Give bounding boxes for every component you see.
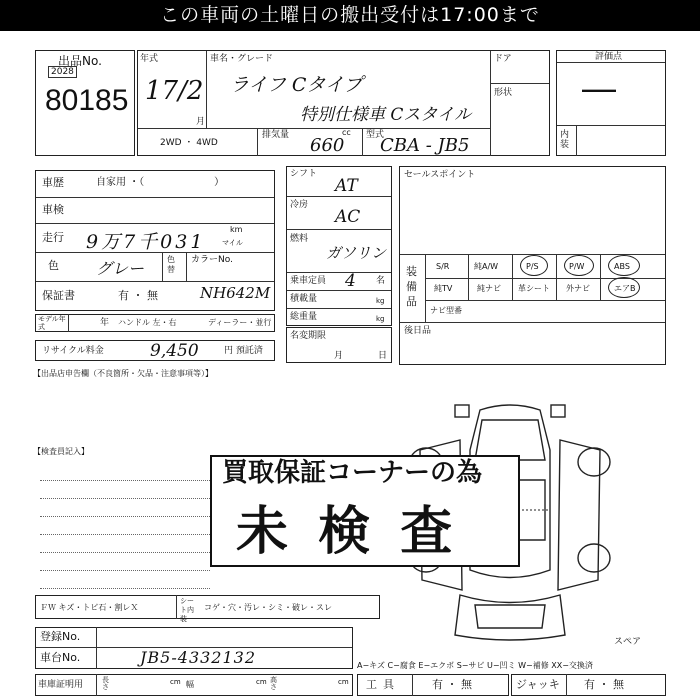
score-label: 評価点 <box>595 52 623 62</box>
capacity-label: 乗車定員 <box>290 276 327 286</box>
gross-weight-label: 総重量 <box>290 312 318 322</box>
equip-leather: 革シート <box>518 284 550 293</box>
mileage-unit-mile: マイル <box>222 239 243 247</box>
warranty-label: 保証書 <box>42 289 75 302</box>
gross-weight-unit: kg <box>376 315 385 323</box>
sales-point-label: セールスポイント <box>404 170 476 180</box>
equip-abs: ABS <box>614 262 630 271</box>
dealer-label: ディーラー・並行 <box>208 318 272 327</box>
fw-legend: ＦＷ キズ・トビ石・割レＸ <box>40 603 139 612</box>
model-label: 型式 <box>366 130 385 140</box>
color-label: 色 <box>48 259 59 272</box>
equip-navi: 純ナビ <box>477 284 501 293</box>
damage-legend: A−キズ C−腐食 E−エクボ S−サビ U−凹ミ W−補修 XX−交換済 <box>357 661 593 670</box>
shift-label: シフト <box>290 169 318 179</box>
equip-ext-navi: 外ナビ <box>566 284 590 293</box>
stamp-line2: 未 検 査 <box>236 502 459 562</box>
registration-label: 登録No. <box>40 630 81 643</box>
jack-label: ジャッキ <box>516 678 560 691</box>
cert-label: 車庫証明用 <box>38 680 84 690</box>
aircon-label: 冷房 <box>290 200 309 210</box>
cert-height: 高さ <box>270 676 277 691</box>
stamp-line1: 買取保証コーナーの為 <box>222 458 483 488</box>
lot-number: 80185 <box>45 84 129 117</box>
cert-length-cm: cm <box>170 678 181 686</box>
recycle-label: リサイクル料金 <box>42 346 104 356</box>
shift-value: AT <box>335 176 358 196</box>
displacement-unit: cc <box>342 128 351 137</box>
year-label: 年式 <box>140 54 159 64</box>
recycle-unit: 円 預託済 <box>224 346 263 356</box>
cert-length: 長さ <box>102 676 109 691</box>
equipment-label: 装備品 <box>406 265 417 308</box>
history-label: 車歴 <box>42 176 64 189</box>
equip-pw: P/W <box>569 262 585 271</box>
handle-label: ハンドル 左・右 <box>118 318 177 327</box>
equip-sr: S/R <box>436 262 450 271</box>
color-code-label: カラーNo. <box>191 255 233 265</box>
color-code-value: NH642M <box>200 284 271 302</box>
car-name: ライフ Cタイプ <box>230 74 363 96</box>
displacement-label: 排気量 <box>262 130 290 140</box>
interior-label: 内装 <box>560 130 570 150</box>
mileage-unit-km: km <box>230 225 243 234</box>
chassis-value: JB5-4332132 <box>140 648 257 667</box>
color-change-label: 色替 <box>167 255 175 274</box>
model-year-label: モデル年式 <box>38 315 66 331</box>
cert-height-cm: cm <box>338 678 349 686</box>
car-grade: 特別仕様車 Cスタイル <box>300 105 472 125</box>
name-change-day: 日 <box>378 351 388 361</box>
seat-label: シート内装 <box>180 597 194 623</box>
equip-ps: P/S <box>526 262 539 271</box>
chassis-label: 車台No. <box>40 651 81 664</box>
year-month-unit: 月 <box>196 117 206 127</box>
lot-sub: 2028 <box>48 66 77 78</box>
cert-width: 幅 <box>186 680 194 689</box>
door-label: ドア <box>494 54 512 64</box>
drive-label: 2WD ・ 4WD <box>160 138 218 148</box>
capacity-unit: 名 <box>376 276 386 286</box>
displacement-value: 660 <box>310 135 345 156</box>
capacity-value: 4 <box>345 271 356 291</box>
mileage-value: 9万7千031 <box>86 231 206 253</box>
score-value: ― <box>582 69 616 109</box>
history-value: 自家用 ・（ ） <box>96 177 225 188</box>
name-change-month: 月 <box>334 351 344 361</box>
equip-aw: 純A/W <box>474 262 499 271</box>
warranty-value: 有 ・ 無 <box>118 289 158 302</box>
seat-legend: コゲ・穴・汚レ・シミ・破レ・スレ <box>204 603 332 612</box>
color-value: グレー <box>96 259 145 278</box>
equip-airbag: エアB <box>614 284 636 293</box>
later-parts-label: 後日品 <box>404 326 432 336</box>
mileage-label: 走行 <box>42 231 64 244</box>
equip-tv: 純TV <box>434 284 453 293</box>
model-value: CBA - JB5 <box>380 135 470 156</box>
model-year-unit: 年 <box>100 318 110 328</box>
jack-value: 有 ・ 無 <box>584 678 624 691</box>
lot-label: 出品No. <box>58 54 102 68</box>
spare-label: スペア <box>614 637 642 647</box>
load-label: 積載量 <box>290 294 318 304</box>
load-unit: kg <box>376 297 385 305</box>
inspection-label: 車検 <box>42 203 64 216</box>
inspector-header: 【検査員記入】 <box>33 447 89 456</box>
aircon-value: AC <box>335 207 361 227</box>
fuel-label: 燃料 <box>290 234 309 244</box>
saturday-pickup-banner: この車両の土曜日の搬出受付は17:00まで <box>0 0 700 31</box>
cert-width-cm: cm <box>256 678 267 686</box>
nav-model-label: ナビ型番 <box>430 306 462 315</box>
fuel-value: ガソリン <box>326 244 387 262</box>
year-value: 17/2 <box>145 76 204 106</box>
shape-label: 形状 <box>494 88 513 98</box>
car-label: 車名・グレード <box>210 54 274 64</box>
tools-value: 有 ・ 無 <box>432 678 472 691</box>
tools-label: 工具 <box>366 678 400 691</box>
recycle-value: 9,450 <box>150 341 199 361</box>
notes-header: 【出品店申告欄（不良箇所・欠品・注意事項等）】 <box>33 369 213 378</box>
name-change-label: 名変期限 <box>290 331 327 341</box>
